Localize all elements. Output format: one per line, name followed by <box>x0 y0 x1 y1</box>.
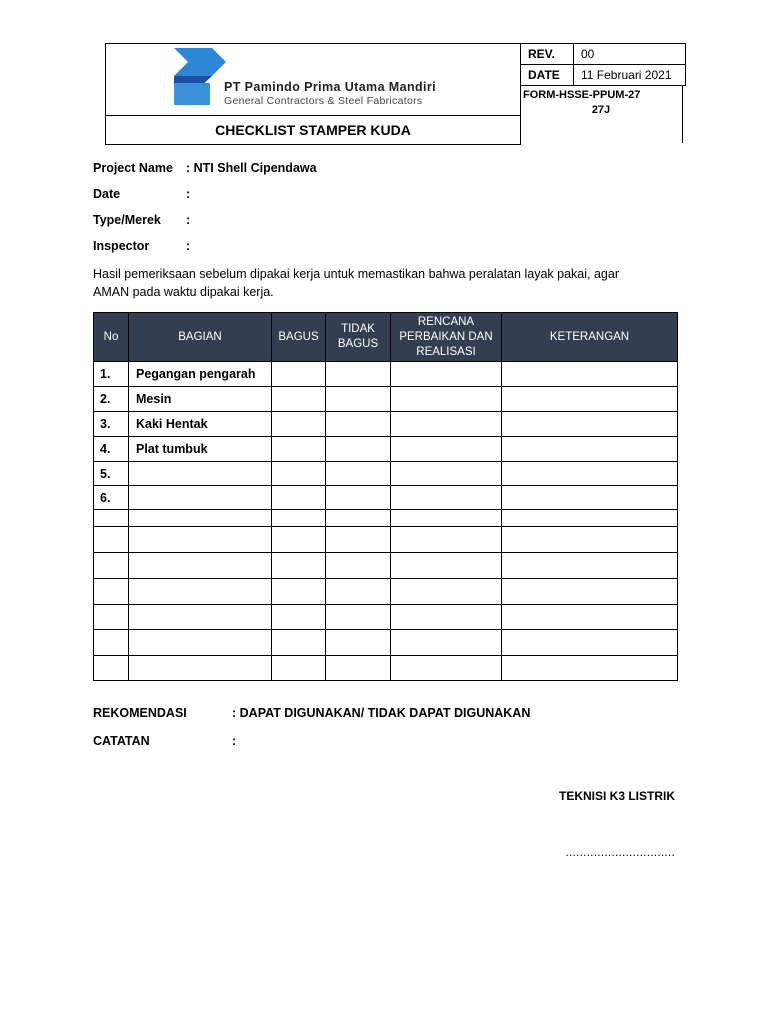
cell-tidak-bagus <box>326 387 391 412</box>
cell-rencana <box>391 579 502 605</box>
cell-bagian <box>129 605 272 630</box>
checklist-table <box>93 312 678 681</box>
form-code-line2: 27J <box>591 104 611 116</box>
cell-tidak-bagus <box>326 630 391 656</box>
table-row <box>94 656 678 681</box>
cell-bagian <box>129 486 272 510</box>
intro-line-2: AMAN pada waktu dipakai kerja. <box>93 285 274 299</box>
cell-bagian <box>129 510 272 527</box>
cell-bagian <box>129 630 272 656</box>
company-name: PT Pamindo Prima Utama Mandiri <box>224 80 437 94</box>
cell-tidak-bagus <box>326 527 391 553</box>
form-code <box>520 86 683 143</box>
col-rencana: RENCANA PERBAIKAN DAN REALISASI <box>391 313 502 362</box>
cell-keterangan <box>502 527 678 553</box>
company-subtitle: General Contractors & Steel Fabricators <box>224 95 423 107</box>
table-row <box>94 579 678 605</box>
table-header-row <box>94 313 678 362</box>
rev-label: REV. <box>521 44 574 65</box>
cell-rencana <box>391 387 502 412</box>
cell-rencana <box>391 437 502 462</box>
cell-tidak-bagus <box>326 579 391 605</box>
cell-no <box>94 510 129 527</box>
cell-tidak-bagus <box>326 462 391 486</box>
company-logo-icon <box>172 47 226 107</box>
cell-rencana <box>391 486 502 510</box>
col-tidak-bagus: TIDAK BAGUS <box>326 313 391 362</box>
project-name-row <box>93 161 317 175</box>
cell-rencana <box>391 412 502 437</box>
table-row <box>94 462 678 486</box>
cell-rencana <box>391 605 502 630</box>
project-name-value: : NTI Shell Cipendawa <box>186 161 317 175</box>
cell-no <box>94 527 129 553</box>
cell-keterangan <box>502 362 678 387</box>
cell-bagus <box>272 362 326 387</box>
cell-bagus <box>272 437 326 462</box>
date-label: DATE <box>521 65 574 86</box>
form-title: CHECKLIST STAMPER KUDA <box>105 115 521 145</box>
cell-no: 1. <box>94 362 129 387</box>
table-row <box>94 630 678 656</box>
date-row-value: : <box>186 187 191 201</box>
cell-bagus <box>272 462 326 486</box>
signature-line: ............................... <box>565 845 675 859</box>
cell-tidak-bagus <box>326 437 391 462</box>
cell-bagus <box>272 605 326 630</box>
cell-keterangan <box>502 387 678 412</box>
col-no: No <box>94 313 129 362</box>
cell-bagian <box>129 527 272 553</box>
cell-tidak-bagus <box>326 605 391 630</box>
cell-keterangan <box>502 486 678 510</box>
cell-tidak-bagus <box>326 362 391 387</box>
cell-rencana <box>391 630 502 656</box>
cell-tidak-bagus <box>326 412 391 437</box>
catatan-label: CATATAN <box>93 734 150 748</box>
cell-keterangan <box>502 510 678 527</box>
form-code-line1: FORM-HSSE-PPUM-27 <box>523 89 641 101</box>
cell-bagian: Kaki Hentak <box>129 412 272 437</box>
cell-bagian: Mesin <box>129 387 272 412</box>
project-name-label: Project Name <box>93 161 173 175</box>
date-value: 11 Februari 2021 <box>574 65 686 86</box>
cell-bagus <box>272 510 326 527</box>
rev-value: 00 <box>574 44 686 65</box>
cell-no <box>94 630 129 656</box>
cell-no: 4. <box>94 437 129 462</box>
table-row <box>94 527 678 553</box>
col-bagus: BAGUS <box>272 313 326 362</box>
date-row <box>93 187 190 201</box>
col-bagian: BAGIAN <box>129 313 272 362</box>
cell-bagian: Plat tumbuk <box>129 437 272 462</box>
inspector-value: : <box>186 239 191 253</box>
intro-line-1: Hasil pemeriksaan sebelum dipakai kerja untuk memastikan bahwa peralatan layak pakai, agar <box>93 267 619 281</box>
date-row-label: Date <box>93 187 121 201</box>
inspector-row <box>93 239 190 253</box>
cell-rencana <box>391 462 502 486</box>
rekomendasi-label: REKOMENDASI <box>93 706 187 720</box>
inspector-label: Inspector <box>93 239 150 253</box>
cell-rencana <box>391 553 502 579</box>
cell-bagian <box>129 579 272 605</box>
cell-rencana <box>391 362 502 387</box>
table-row <box>94 387 678 412</box>
signer-title: TEKNISI K3 LISTRIK <box>558 789 675 803</box>
cell-tidak-bagus <box>326 510 391 527</box>
table-row <box>94 412 678 437</box>
cell-keterangan <box>502 656 678 681</box>
cell-bagian <box>129 462 272 486</box>
table-row <box>94 437 678 462</box>
cell-bagus <box>272 486 326 510</box>
cell-keterangan <box>502 437 678 462</box>
table-row <box>94 510 678 527</box>
cell-tidak-bagus <box>326 656 391 681</box>
cell-rencana <box>391 527 502 553</box>
intro-text <box>93 265 673 301</box>
table-row <box>94 362 678 387</box>
rekomendasi-value: : DAPAT DIGUNAKAN/ TIDAK DAPAT DIGUNAKAN <box>232 706 531 720</box>
cell-tidak-bagus <box>326 553 391 579</box>
revision-table <box>520 43 686 86</box>
cell-bagian: Pegangan pengarah <box>129 362 272 387</box>
cell-no <box>94 656 129 681</box>
cell-bagian <box>129 553 272 579</box>
cell-keterangan <box>502 579 678 605</box>
type-value: : <box>186 213 191 227</box>
type-row <box>93 213 190 227</box>
cell-bagus <box>272 527 326 553</box>
table-row <box>94 486 678 510</box>
cell-no <box>94 579 129 605</box>
cell-no: 6. <box>94 486 129 510</box>
cell-keterangan <box>502 605 678 630</box>
cell-rencana <box>391 656 502 681</box>
type-label: Type/Merek <box>93 213 161 227</box>
col-keterangan: KETERANGAN <box>502 313 678 362</box>
cell-no: 3. <box>94 412 129 437</box>
cell-bagus <box>272 579 326 605</box>
cell-bagus <box>272 656 326 681</box>
cell-no <box>94 605 129 630</box>
cell-keterangan <box>502 553 678 579</box>
cell-bagus <box>272 630 326 656</box>
table-row <box>94 605 678 630</box>
cell-keterangan <box>502 630 678 656</box>
cell-keterangan <box>502 412 678 437</box>
cell-no <box>94 553 129 579</box>
cell-no: 2. <box>94 387 129 412</box>
cell-bagian <box>129 656 272 681</box>
cell-keterangan <box>502 462 678 486</box>
cell-no: 5. <box>94 462 129 486</box>
cell-bagus <box>272 412 326 437</box>
table-row <box>94 553 678 579</box>
cell-tidak-bagus <box>326 486 391 510</box>
cell-bagus <box>272 553 326 579</box>
cell-rencana <box>391 510 502 527</box>
catatan-value: : <box>232 734 237 748</box>
cell-bagus <box>272 387 326 412</box>
